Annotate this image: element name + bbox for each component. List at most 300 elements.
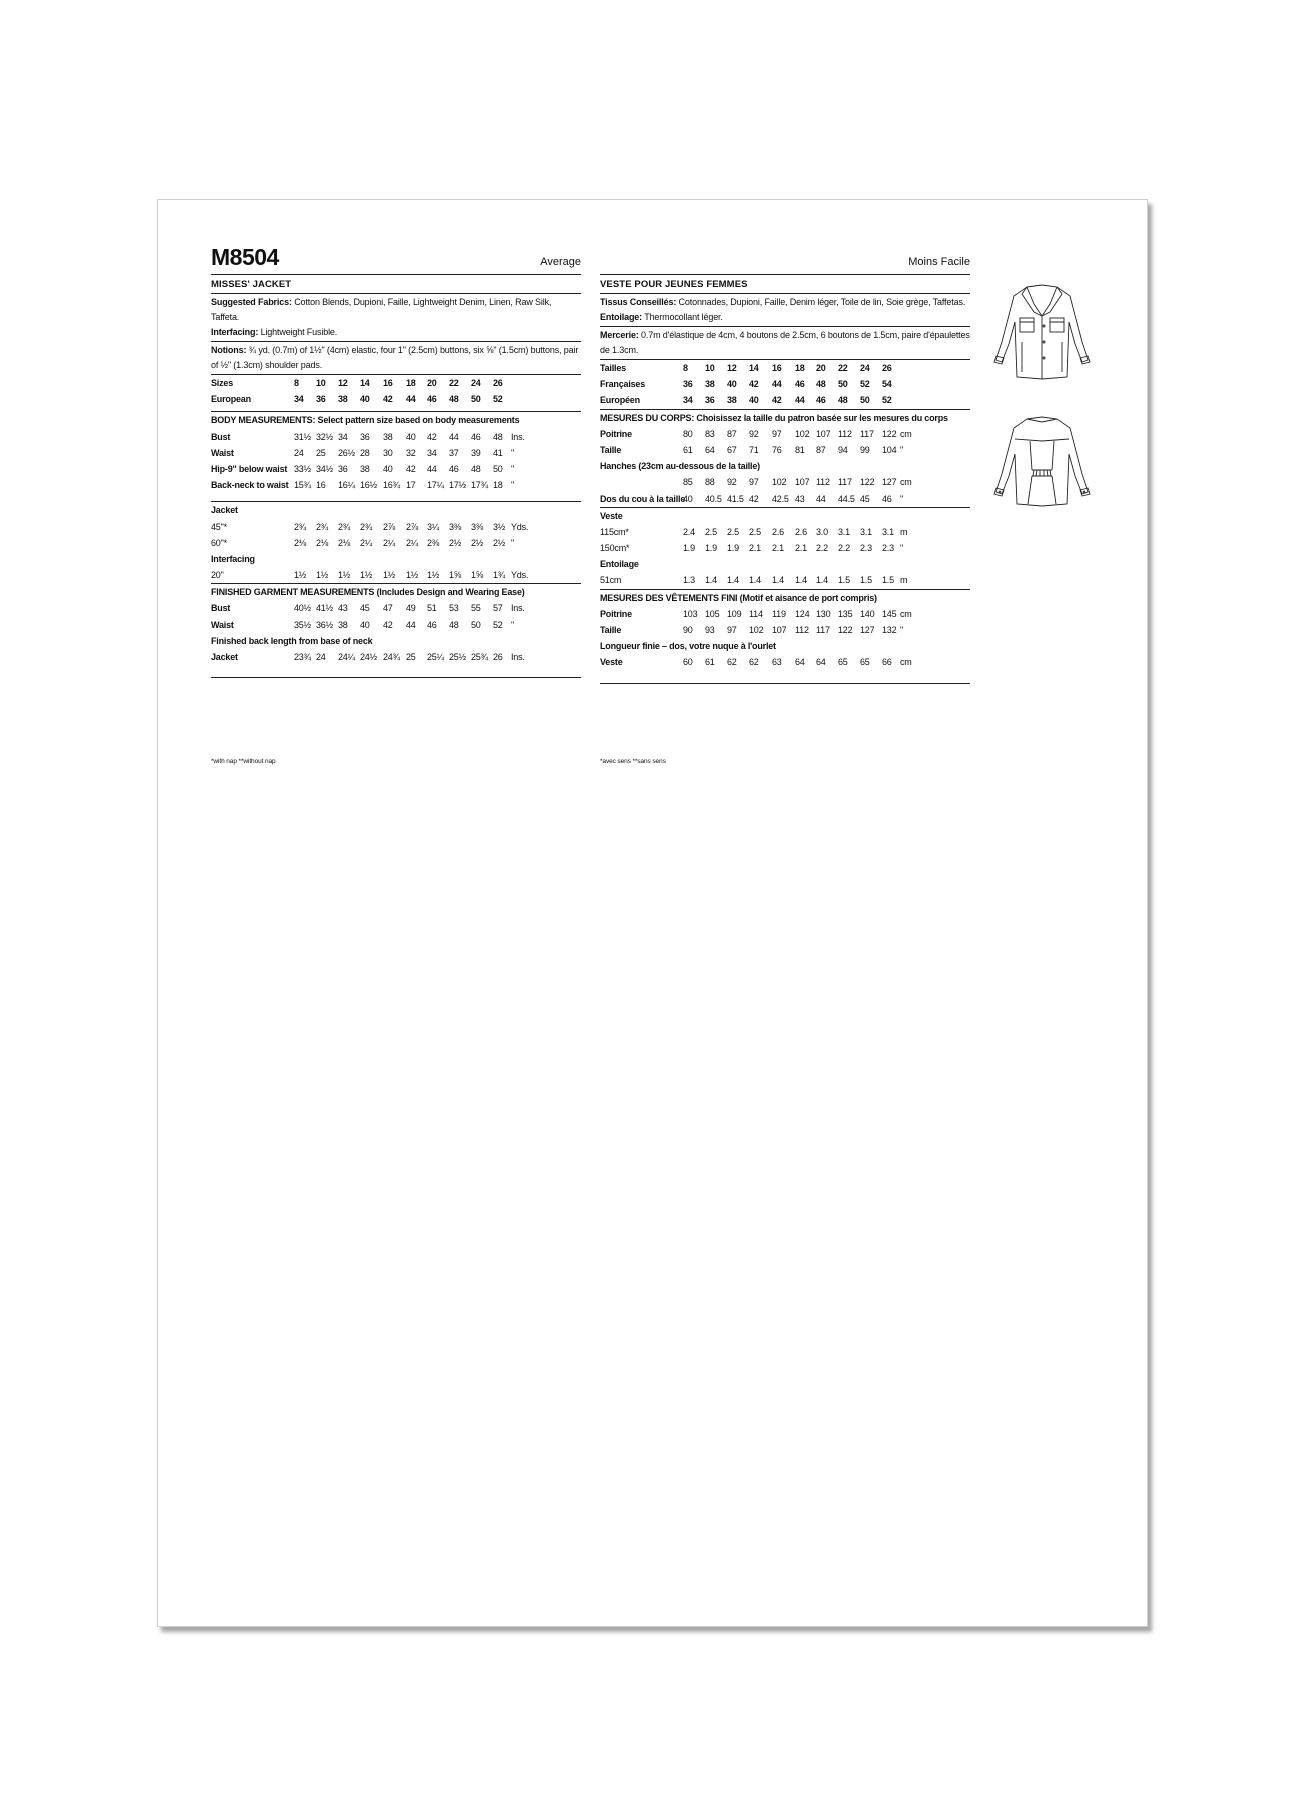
row-value: 22 — [449, 378, 459, 388]
row-value: 132 — [882, 625, 897, 635]
row-value: 44 — [795, 395, 805, 406]
row-unit: Ins. — [511, 652, 525, 662]
measurement-row — [600, 442, 970, 458]
row-value: 24¾ — [383, 652, 400, 662]
row-value: 46 — [449, 463, 459, 474]
notions-label-fr: Mercerie: — [600, 330, 639, 340]
row-value: 41.5 — [727, 493, 744, 504]
row-value: 64 — [705, 444, 715, 455]
row-value: 42.5 — [772, 493, 789, 504]
row-value: 1.5 — [882, 575, 894, 586]
row-value: 40 — [749, 395, 759, 406]
row-value: 2⅞ — [383, 521, 396, 532]
row-unit: m — [900, 575, 908, 586]
footnote-fr: *avec sens **sans sens — [600, 758, 666, 765]
row-value: 127 — [882, 477, 897, 488]
row-value: 3.1 — [882, 526, 894, 537]
interfacing-yardage-table — [211, 567, 581, 583]
row-value: 17 — [406, 480, 416, 491]
row-value: 2⅛ — [338, 537, 351, 548]
row-value: 51 — [427, 603, 437, 614]
row-value: 1½ — [360, 570, 373, 581]
measurement-row — [211, 429, 581, 445]
row-value: 1½ — [316, 570, 329, 581]
row-value: 52 — [493, 394, 503, 405]
finished-measurements-table — [211, 600, 581, 632]
row-value: 117 — [838, 477, 852, 488]
measurement-row — [211, 567, 581, 583]
row-unit: cm — [900, 428, 912, 439]
row-value: 122 — [882, 428, 897, 439]
row-value: 2⅛ — [294, 537, 307, 548]
measurement-row — [600, 606, 970, 622]
fabrics-label: Suggested Fabrics: — [211, 297, 292, 307]
row-value: 2.2 — [816, 543, 828, 554]
row-value: 2.3 — [882, 543, 894, 554]
row-unit: Ins. — [511, 603, 525, 614]
row-value: 52 — [882, 395, 892, 406]
row-value: 40 — [683, 493, 693, 504]
row-value: 26 — [493, 652, 503, 662]
row-value: 109 — [727, 608, 742, 619]
row-value: 53 — [449, 603, 459, 614]
interfacing-yardage-label-fr: Entoilage — [600, 559, 639, 570]
row-value: 14 — [360, 378, 370, 388]
row-unit: m — [900, 526, 908, 537]
row-value: 102 — [772, 477, 787, 488]
fabrics-block-fr — [600, 294, 970, 326]
row-value: 3¼ — [427, 521, 440, 532]
row-label: Bust — [211, 431, 231, 442]
row-value: 87 — [816, 444, 826, 455]
measurement-row — [211, 649, 581, 665]
row-value: 36½ — [316, 619, 333, 630]
row-value: 61 — [705, 657, 715, 668]
row-value: 85 — [683, 477, 693, 488]
row-value: 2¾ — [294, 521, 307, 532]
row-unit: Ins. — [511, 431, 525, 442]
fabrics-text: Cotton Blends, Dupioni, Faille, Lightweight Denim, Linen, Raw Silk, Taffeta. — [211, 297, 552, 322]
english-header — [211, 244, 581, 274]
row-value: 25¼ — [427, 652, 444, 662]
row-value: 10 — [705, 363, 715, 373]
notions-text-fr-cont: de 1.3cm. — [600, 345, 639, 355]
measurement-row — [600, 491, 970, 507]
row-value: 3.0 — [816, 526, 828, 537]
row-value: 2½ — [493, 537, 506, 548]
notions-block — [211, 342, 581, 374]
row-value: 1.5 — [838, 575, 850, 586]
french-column — [600, 250, 970, 765]
row-value: 18 — [406, 378, 416, 388]
row-value: 50 — [860, 395, 870, 406]
row-value: 38 — [338, 394, 348, 405]
row-label: Hip-9" below waist — [211, 463, 288, 474]
measurement-row — [211, 600, 581, 616]
row-value: 36 — [338, 463, 348, 474]
english-column — [211, 244, 581, 765]
measurement-row — [600, 426, 970, 442]
row-value: 36 — [360, 431, 370, 442]
finished-measurements-title-fr: MESURES DES VÊTEMENTS FINI (Motif et aisance de port compris) — [600, 592, 877, 603]
row-value: 12 — [727, 363, 737, 373]
tailles-row — [600, 360, 970, 376]
row-value: 42 — [749, 493, 759, 504]
row-value: 1.4 — [772, 575, 784, 586]
row-value: 64 — [816, 657, 826, 668]
row-value: 34½ — [316, 463, 333, 474]
row-value: 2¼ — [383, 537, 396, 548]
row-value: 17¾ — [471, 480, 488, 491]
row-value: 43 — [795, 493, 805, 504]
row-value: 97 — [772, 428, 782, 439]
row-value: 20 — [427, 378, 437, 388]
jacket-front-sketch — [982, 282, 1102, 382]
jacket-yardage-table-fr — [600, 524, 970, 556]
row-value: 23¾ — [294, 652, 311, 662]
row-value: 31½ — [294, 431, 311, 442]
back-row-fr — [600, 491, 970, 507]
row-value: 38 — [727, 395, 737, 406]
row-value: 1.4 — [727, 575, 739, 586]
difficulty-level: Average — [540, 256, 581, 268]
row-value: 119 — [772, 608, 786, 619]
row-value: 46 — [427, 619, 437, 630]
row-value: 1½ — [338, 570, 351, 581]
row-value: 42 — [749, 379, 759, 390]
measurement-row — [211, 519, 581, 535]
back-length-table-fr — [600, 654, 970, 670]
row-value: 80 — [683, 428, 693, 439]
row-value: 44 — [816, 493, 826, 504]
row-value: 145 — [882, 608, 897, 619]
row-value: 42 — [427, 431, 437, 442]
difficulty-level-fr: Moins Facile — [908, 256, 970, 268]
row-value: 97 — [727, 625, 737, 635]
row-value: 52 — [860, 379, 870, 390]
row-value: 92 — [749, 428, 759, 439]
row-label: Taille — [600, 625, 622, 635]
row-value: 26 — [493, 378, 503, 388]
row-value: 20 — [816, 363, 826, 373]
row-unit: " — [900, 543, 903, 554]
row-value: 71 — [749, 444, 759, 455]
row-value: 26 — [882, 363, 892, 373]
row-value: 46 — [471, 431, 481, 442]
row-value: 1½ — [406, 570, 419, 581]
row-value: 107 — [816, 428, 831, 439]
row-value: 102 — [795, 428, 810, 439]
interfacing-yardage-table-fr — [600, 572, 970, 588]
row-value: 38 — [338, 619, 348, 630]
row-value: 17¼ — [427, 480, 444, 491]
row-value: 40½ — [294, 603, 311, 614]
row-unit: " — [511, 480, 514, 491]
measurement-row — [600, 540, 970, 556]
row-value: 18 — [795, 363, 805, 373]
row-value: 40.5 — [705, 493, 722, 504]
row-value: 103 — [683, 608, 698, 619]
finished-measurements-title: FINISHED GARMENT MEASUREMENTS (Includes Design and Wearing Ease) — [211, 587, 525, 598]
row-value: 16¾ — [383, 480, 400, 491]
row-value: 2⅛ — [316, 537, 329, 548]
notions-text-cont: of ½" (1.3cm) shoulder pads. — [211, 360, 323, 370]
measurement-row — [600, 524, 970, 540]
row-value: 2½ — [449, 537, 462, 548]
back-length-title-fr: Longueur finie – dos, votre nuque à l'ourlet — [600, 641, 776, 652]
row-label: Jacket — [211, 652, 238, 662]
row-value: 36 — [705, 395, 715, 406]
footnote: *with nap **without nap — [211, 758, 276, 765]
row-label: Back-neck to waist — [211, 480, 289, 491]
measurement-row — [211, 617, 581, 633]
row-value: 3.1 — [860, 526, 872, 537]
row-value: 42 — [383, 619, 393, 630]
row-value: 49 — [406, 603, 416, 614]
row-value: 38 — [360, 463, 370, 474]
row-value: 3⅜ — [449, 521, 462, 532]
back-length-table — [211, 649, 581, 665]
row-unit: Yds. — [511, 521, 529, 532]
row-value: 44 — [427, 463, 437, 474]
row-value: 66 — [882, 657, 892, 668]
measurement-row — [600, 654, 970, 670]
measurement-row — [211, 477, 581, 493]
hips-label-fr: Hanches (23cm au-dessous de la taille) — [600, 461, 760, 472]
row-value: 16 — [316, 480, 326, 491]
row-label: Taille — [600, 444, 622, 455]
row-value: 90 — [683, 625, 693, 635]
row-value: 16 — [772, 363, 782, 373]
row-value: 25½ — [449, 652, 466, 662]
sizes-row — [211, 375, 581, 391]
row-value: 24½ — [360, 652, 377, 662]
row-value: 124 — [795, 608, 810, 619]
row-label: 20" — [211, 570, 224, 581]
tailles-label: Tailles — [600, 363, 626, 373]
hips-row-fr — [600, 474, 970, 490]
row-value: 34 — [294, 394, 304, 405]
row-value: 42 — [406, 463, 416, 474]
row-value: 8 — [683, 363, 688, 373]
row-value: 41½ — [316, 603, 333, 614]
row-value: 45 — [360, 603, 370, 614]
row-unit: " — [900, 444, 903, 455]
row-value: 40 — [727, 379, 737, 390]
notions-text: ¾ yd. (0.7m) of 1½" (4cm) elastic, four 1" (2.5cm) buttons, six ⅝" (1.5cm) buttons, pair — [248, 345, 579, 355]
row-value: 2.5 — [705, 526, 717, 537]
row-value: 127 — [860, 625, 875, 635]
fabrics-block — [211, 294, 581, 341]
row-value: 46 — [427, 394, 437, 405]
row-value: 2¾ — [360, 521, 373, 532]
row-label: Bust — [211, 603, 231, 614]
row-value: 18 — [493, 480, 503, 491]
row-value: 50 — [493, 463, 503, 474]
row-value: 24 — [471, 378, 481, 388]
row-value: 1½ — [383, 570, 396, 581]
row-value: 112 — [816, 477, 830, 488]
row-value: 2.5 — [727, 526, 739, 537]
row-value: 52 — [493, 619, 503, 630]
row-value: 122 — [860, 477, 875, 488]
divider — [211, 677, 581, 678]
row-value: 61 — [683, 444, 693, 455]
row-value: 14 — [749, 363, 759, 373]
row-value: 87 — [727, 428, 737, 439]
row-value: 2.4 — [683, 526, 695, 537]
row-value: 34 — [427, 447, 437, 458]
row-value: 46 — [816, 395, 826, 406]
row-value: 94 — [838, 444, 848, 455]
row-value: 83 — [705, 428, 715, 439]
row-value: 1.3 — [683, 575, 695, 586]
row-label: Waist — [211, 619, 234, 630]
row-value: 65 — [838, 657, 848, 668]
row-value: 1.4 — [795, 575, 807, 586]
row-value: 42 — [383, 394, 393, 405]
row-value: 38 — [383, 431, 393, 442]
row-value: 10 — [316, 378, 326, 388]
body-measurements-table-fr — [600, 426, 970, 458]
row-value: 3½ — [493, 521, 506, 532]
pattern-envelope-back — [157, 199, 1148, 1627]
row-value: 17½ — [449, 480, 466, 491]
row-label: Poitrine — [600, 428, 632, 439]
row-value: 41 — [493, 447, 503, 458]
row-value: 1½ — [427, 570, 440, 581]
notions-text-fr: 0.7m d'élastique de 4cm, 4 boutons de 2.5cm, 6 boutons de 1.5cm, paire d'épaulettes — [641, 330, 970, 340]
row-value: 97 — [749, 477, 759, 488]
row-value: 102 — [749, 625, 764, 635]
row-value: 46 — [795, 379, 805, 390]
row-value: 25 — [316, 447, 326, 458]
row-value: 55 — [471, 603, 481, 614]
european-sizes-row — [211, 391, 581, 407]
jacket-back-sketch — [982, 414, 1102, 514]
row-unit: cm — [900, 608, 912, 619]
row-value: 99 — [860, 444, 870, 455]
row-value: 57 — [493, 603, 503, 614]
fabrics-label-fr: Tissus Conseillés: — [600, 297, 677, 307]
row-value: 48 — [449, 394, 459, 405]
row-value: 122 — [838, 625, 853, 635]
row-value: 25¾ — [471, 652, 488, 662]
row-value: 48 — [816, 379, 826, 390]
row-value: 63 — [772, 657, 782, 668]
row-value: 44 — [406, 619, 416, 630]
row-value: 12 — [338, 378, 348, 388]
row-value: 2½ — [471, 537, 484, 548]
jacket-yardage-table — [211, 519, 581, 551]
row-value: 3⅜ — [471, 521, 484, 532]
row-value: 2⅜ — [427, 537, 440, 548]
finished-measurements-table-fr — [600, 606, 970, 638]
row-value: 34 — [338, 431, 348, 442]
row-unit: " — [511, 447, 514, 458]
interfacing-text: Lightweight Fusible. — [260, 327, 338, 337]
row-value: 88 — [705, 477, 715, 488]
row-value: 37 — [449, 447, 459, 458]
row-value: 54 — [882, 379, 892, 390]
row-value: 25 — [406, 652, 416, 662]
row-value: 40 — [383, 463, 393, 474]
back-length-title: Finished back length from base of neck — [211, 635, 373, 646]
european-label: European — [211, 394, 251, 405]
interfacing-label-fr: Entoilage: — [600, 312, 643, 322]
row-value: 36 — [683, 379, 693, 390]
row-value: 32½ — [316, 431, 333, 442]
row-value: 2.2 — [838, 543, 850, 554]
row-value: 46 — [882, 493, 892, 504]
europeen-label: Européen — [600, 395, 640, 406]
row-value: 16 — [383, 378, 393, 388]
row-value: 1⅝ — [449, 570, 462, 581]
sizes-label: Sizes — [211, 378, 234, 388]
row-value: 117 — [816, 625, 830, 635]
row-value: 2.1 — [772, 543, 784, 554]
row-value: 50 — [838, 379, 848, 390]
row-value: 40 — [360, 394, 370, 405]
jacket-yardage-label: Jacket — [211, 505, 238, 516]
row-value: 35½ — [294, 619, 311, 630]
row-value: 16¼ — [338, 480, 355, 491]
row-value: 24 — [294, 447, 304, 458]
row-value: 1¾ — [493, 570, 506, 581]
row-value: 140 — [860, 608, 875, 619]
row-value: 2.6 — [772, 526, 784, 537]
row-value: 48 — [471, 463, 481, 474]
row-value: 81 — [795, 444, 805, 455]
row-value: 65 — [860, 657, 870, 668]
notions-label: Notions: — [211, 345, 247, 355]
interfacing-text-fr: Thermocollant léger. — [644, 312, 723, 322]
row-value: 24 — [316, 652, 326, 662]
row-unit: cm — [900, 477, 912, 488]
row-value: 26½ — [338, 447, 355, 458]
row-value: 15¾ — [294, 480, 311, 491]
europeen-row — [600, 392, 970, 408]
row-label: 51cm — [600, 575, 622, 586]
row-value: 50 — [471, 394, 481, 405]
row-value: 24¼ — [338, 652, 355, 662]
row-value: 76 — [772, 444, 782, 455]
row-label: 60"* — [211, 537, 227, 548]
row-value: 48 — [493, 431, 503, 442]
row-value: 28 — [360, 447, 370, 458]
measurement-row — [211, 445, 581, 461]
row-value: 44.5 — [838, 493, 855, 504]
row-value: 135 — [838, 608, 853, 619]
row-value: 2⅞ — [406, 521, 419, 532]
row-value: 16½ — [360, 480, 377, 491]
row-value: 1.9 — [683, 543, 695, 554]
row-value: 1.9 — [727, 543, 739, 554]
row-value: 92 — [727, 477, 737, 488]
row-value: 62 — [749, 657, 759, 668]
row-value: 32 — [406, 447, 416, 458]
row-value: 1⅝ — [471, 570, 484, 581]
row-value: 1.4 — [705, 575, 717, 586]
body-measurements-title: BODY MEASUREMENTS: Select pattern size based on body measurements — [211, 415, 520, 426]
row-value: 24 — [860, 363, 870, 373]
row-value: 42 — [772, 395, 782, 406]
row-value: 47 — [383, 603, 393, 614]
row-value: 1.5 — [860, 575, 872, 586]
measurement-row — [600, 572, 970, 588]
notions-block-fr — [600, 327, 970, 359]
row-value: 107 — [772, 625, 787, 635]
